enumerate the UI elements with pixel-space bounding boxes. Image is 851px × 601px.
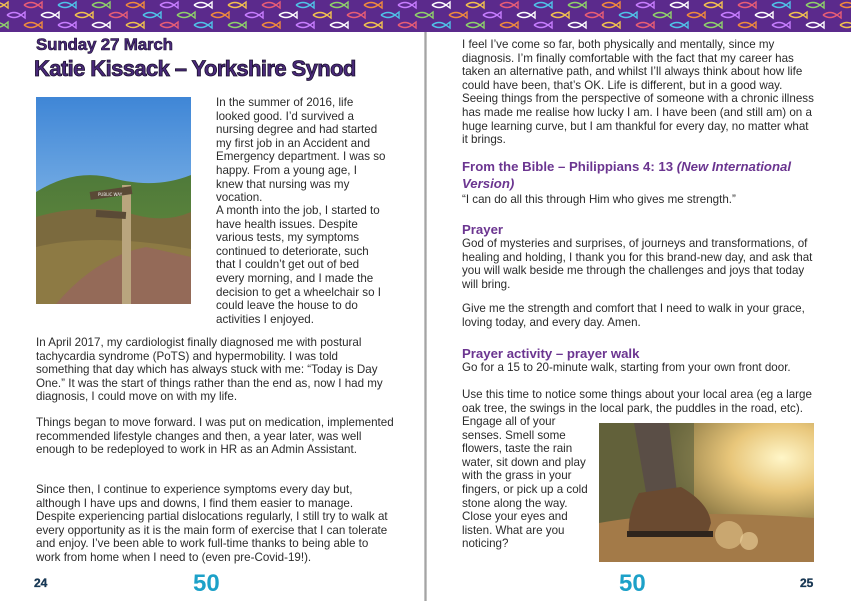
fish-icon [466,22,484,28]
fish-icon [823,12,841,18]
left-page [0,32,424,601]
story-paragraph-2: A month into the job, I started to have health issues. Despite various tests, my symptoms continued to deteriorate, such that I couldn’t get out of bed every morning, and I made the decision to get a wheelchair so I could leave the house to do activities I enjoyed. [216,204,381,326]
fish-icon [194,2,212,8]
fish-icon [381,12,399,18]
fish-icon [398,22,416,28]
signpost-text: PUBLIC WAY [98,192,123,197]
fish-icon [245,12,263,18]
fish-icon [177,12,195,18]
moorland-signpost-photo [36,97,191,304]
reading-date: Sunday 27 March [36,35,173,54]
anniversary-logo-icon [192,569,236,595]
fish-icon [636,22,654,28]
prayer-paragraph-2: Give me the strength and comfort that I need to walk in your grace, loving today, and every day. Amen. [462,302,805,329]
fish-icon [41,12,59,18]
fish-icon [568,22,586,28]
fish-icon [0,22,8,28]
activity-paragraph-2: Use this time to notice some things about your local area (eg a large oak tree, the swings in the local park, the puddles in the road, etc). [462,388,812,415]
fish-icon [704,2,722,8]
fish-icon [211,12,229,18]
fish-icon [534,22,552,28]
bible-version: (New International Version) [462,159,792,191]
fish-icon [534,2,552,8]
fish-icon [364,22,382,28]
fish-icon [75,12,93,18]
fish-icon [585,12,603,18]
fish-icon [772,22,790,28]
fish-icon [500,22,518,28]
fish-icon [789,12,807,18]
page-number-left: 24 [34,576,48,590]
fish-icon [330,2,348,8]
anniversary-logo-icon [618,569,662,595]
fish-icon [92,2,110,8]
bible-verse: “I can do all this through Him who gives me strength.” [462,193,736,206]
fish-icon [653,12,671,18]
fish-icon [840,2,851,8]
fish-icon [500,2,518,8]
activity-paragraph-3: Engage all of your senses. Smell some flowers, taste the rain water, sit down and play with the grass in your fingers, or pick up a cold stone along the way. Close your eyes and listen. What are you noticing? [462,415,588,551]
fish-icon [279,12,297,18]
fish-icon [58,22,76,28]
prayer-heading: Prayer [462,222,504,237]
walking-boots-photo [599,423,814,562]
fish-icon [432,2,450,8]
bible-reference: From the Bible – Philippians 4: 13 [462,159,674,174]
fish-icon [721,12,739,18]
fish-icon [143,12,161,18]
fish-icon [296,22,314,28]
author-name: Katie Kissack – Yorkshire Synod [34,56,356,81]
activity-paragraph-1: Go for a 15 to 20-minute walk, starting from your own front door. [462,361,791,374]
fish-icon [602,2,620,8]
fish-icon [24,22,42,28]
fish-icon [228,22,246,28]
fish-icon [704,22,722,28]
logo-text-left: 50 [193,570,220,595]
fish-icon [840,22,851,28]
fish-icon [262,22,280,28]
fish-icon [551,12,569,18]
fish-icon [806,22,824,28]
fish-icon [772,2,790,8]
story-paragraph-4: Things began to move forward. I was put on medication, implemented recommended lifestyle changes and then, a year later, was well enough to be redeployed to work in HR as an Admin Assistant. [36,416,394,457]
prayer-paragraph-1: God of mysteries and surprises, of journeys and transformations, of healing and holding, I thank you for this brand-new day, and ask that you will walk beside me through the challenges and joys that today will bring. [462,237,813,291]
fish-icon [636,2,654,8]
fish-pattern-graphic [0,0,851,32]
fish-icon [296,2,314,8]
fish-pattern-banner [0,0,851,32]
fish-icon [330,22,348,28]
fish-icon [738,22,756,28]
fish-icon [755,12,773,18]
fish-icon [7,12,25,18]
fish-icon [415,12,433,18]
fish-icon [398,2,416,8]
fish-icon [517,12,535,18]
fish-icon [568,2,586,8]
story-conclusion: I feel I’ve come so far, both physically and mentally, since my diagnosis. I’m finally comfortable with the fact that my career has taken an alternative path, and whilst I’ll always think about how life could have been, that’s OK. Life is different, but in a good way. Seeing things from the perspective of someone with a chronic illness has made me realise how lucky I am. I have been (and still am) on a huge learning curve, but I am thankful for every day, no matter what it brings. [462,38,814,147]
fish-icon [58,2,76,8]
fish-icon [602,22,620,28]
fish-icon [194,22,212,28]
activity-heading: Prayer activity – prayer walk [462,346,640,361]
fish-icon [738,2,756,8]
fish-icon [806,2,824,8]
fish-icon [24,2,42,8]
fish-icon [347,12,365,18]
fish-icon [160,22,178,28]
fish-icon [687,12,705,18]
story-paragraph-5: Since then, I continue to experience symptoms every day but, although I have ups and downs, I find them easier to manage. Despite experiencing partial dislocations regularly, I still try to walk at every opportunity as it is the main form of exercise that I can tolerate and enjoy. I’ve been able to work full-time thanks to being able to work from home when I need to (even pre-Covid-19!). [36,483,388,564]
fish-icon [364,2,382,8]
fish-icon [670,2,688,8]
fish-icon [670,22,688,28]
fish-icon [228,2,246,8]
fish-icon [313,12,331,18]
fish-icon [0,2,8,8]
fish-icon [449,12,467,18]
fish-icon [432,22,450,28]
story-paragraph-3: In April 2017, my cardiologist finally diagnosed me with postural tachycardia syndrome (PoTS) and hypermobility. I was told something that day which has always stuck with me: “Today is Day One.” It was the start of things rather than the end as, now I had my diagnosis, I could move on with my life. [36,336,383,404]
bible-heading [462,158,822,192]
logo-text-right: 50 [619,570,646,595]
story-paragraph-1: In the summer of 2016, life looked good. I’d survived a nursing degree and had started my first job in an Accident and Emergency department. I was so happy. From a young age, I knew that nursing was my vocation. [216,96,386,205]
fish-icon [619,12,637,18]
fish-icon [92,22,110,28]
fish-icon [126,22,144,28]
fish-icon [126,2,144,8]
fish-icon [262,2,280,8]
fish-icon [160,2,178,8]
fish-icon [466,2,484,8]
fish-icon [109,12,127,18]
page-number-right: 25 [800,576,814,590]
fish-icon [483,12,501,18]
right-page [427,32,851,601]
